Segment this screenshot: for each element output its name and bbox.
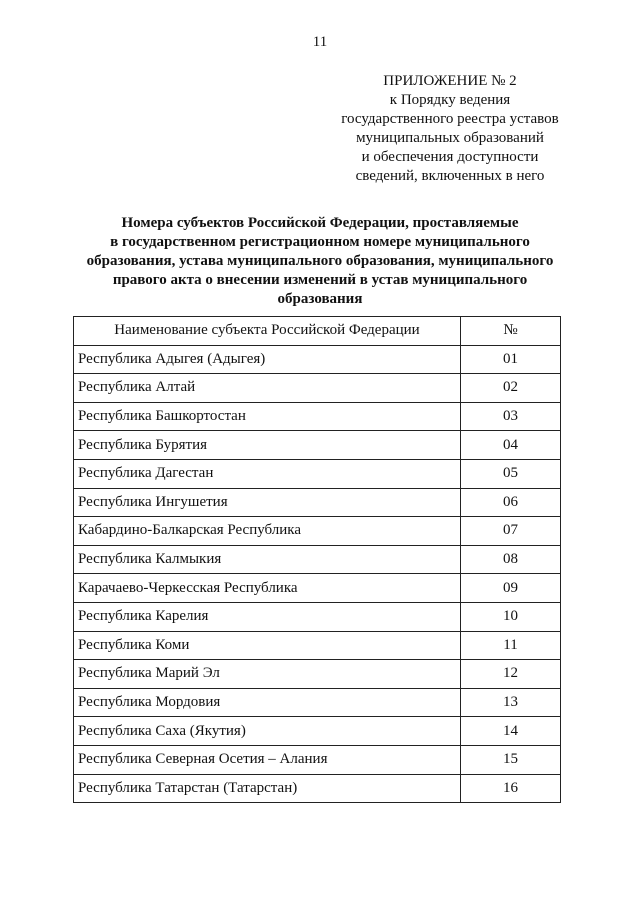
subject-number: 14 bbox=[461, 717, 561, 746]
subject-name: Республика Башкортостан bbox=[74, 402, 461, 431]
subject-number: 08 bbox=[461, 545, 561, 574]
subject-name: Республика Ингушетия bbox=[74, 488, 461, 517]
subject-number: 05 bbox=[461, 459, 561, 488]
subject-number: 06 bbox=[461, 488, 561, 517]
subject-number: 10 bbox=[461, 602, 561, 631]
document-title bbox=[50, 214, 590, 309]
subject-name: Республика Саха (Якутия) bbox=[74, 717, 461, 746]
table-row bbox=[74, 774, 561, 803]
subject-number: 04 bbox=[461, 431, 561, 460]
table-row bbox=[74, 745, 561, 774]
subject-name: Республика Коми bbox=[74, 631, 461, 660]
table-row bbox=[74, 517, 561, 546]
subject-name: Республика Татарстан (Татарстан) bbox=[74, 774, 461, 803]
subject-number: 07 bbox=[461, 517, 561, 546]
subject-number: 09 bbox=[461, 574, 561, 603]
subject-name: Республика Карелия bbox=[74, 602, 461, 631]
table-row bbox=[74, 431, 561, 460]
appendix-line: и обеспечения доступности bbox=[361, 149, 539, 165]
table-header-row bbox=[74, 317, 561, 346]
subject-name: Республика Калмыкия bbox=[74, 545, 461, 574]
subject-number: 13 bbox=[461, 688, 561, 717]
appendix-block bbox=[320, 72, 580, 186]
subject-name: Республика Марий Эл bbox=[74, 660, 461, 689]
title-line: в государственном регистрационном номере муниципального bbox=[110, 234, 530, 250]
subject-name: Кабардино-Балкарская Республика bbox=[74, 517, 461, 546]
table-row bbox=[74, 374, 561, 403]
header-number: № bbox=[461, 317, 561, 346]
subject-number: 12 bbox=[461, 660, 561, 689]
subject-name: Республика Мордовия bbox=[74, 688, 461, 717]
appendix-line: сведений, включенных в него bbox=[355, 168, 545, 184]
subject-name: Карачаево-Черкесская Республика bbox=[74, 574, 461, 603]
title-line: образования, устава муниципального образования, муниципального bbox=[86, 253, 554, 269]
appendix-line: муниципальных образований bbox=[356, 130, 544, 146]
subject-number: 16 bbox=[461, 774, 561, 803]
subject-number: 11 bbox=[461, 631, 561, 660]
subject-number: 15 bbox=[461, 745, 561, 774]
appendix-line: государственного реестра уставов bbox=[341, 111, 559, 127]
table-row bbox=[74, 488, 561, 517]
table-row bbox=[74, 459, 561, 488]
table-row bbox=[74, 602, 561, 631]
subject-number: 01 bbox=[461, 345, 561, 374]
subject-number: 02 bbox=[461, 374, 561, 403]
appendix-line: к Порядку ведения bbox=[389, 92, 511, 108]
table-row bbox=[74, 574, 561, 603]
title-line: правого акта о внесении изменений в устав муниципального bbox=[112, 272, 528, 288]
title-line: Номера субъектов Российской Федерации, проставляемые bbox=[121, 215, 519, 231]
table-row bbox=[74, 631, 561, 660]
subject-name: Республика Адыгея (Адыгея) bbox=[74, 345, 461, 374]
subject-name: Республика Дагестан bbox=[74, 459, 461, 488]
subject-number: 03 bbox=[461, 402, 561, 431]
table-row bbox=[74, 402, 561, 431]
table-row bbox=[74, 345, 561, 374]
page-number: 11 bbox=[312, 34, 328, 50]
table-row bbox=[74, 717, 561, 746]
table-row bbox=[74, 688, 561, 717]
subject-name: Республика Бурятия bbox=[74, 431, 461, 460]
subject-name: Республика Северная Осетия – Алания bbox=[74, 745, 461, 774]
subject-name: Республика Алтай bbox=[74, 374, 461, 403]
title-line: образования bbox=[277, 291, 363, 307]
appendix-line: ПРИЛОЖЕНИЕ № 2 bbox=[383, 73, 517, 89]
subjects-table bbox=[73, 316, 561, 803]
header-name: Наименование субъекта Российской Федерации bbox=[74, 317, 461, 346]
table-row bbox=[74, 545, 561, 574]
table-row bbox=[74, 660, 561, 689]
